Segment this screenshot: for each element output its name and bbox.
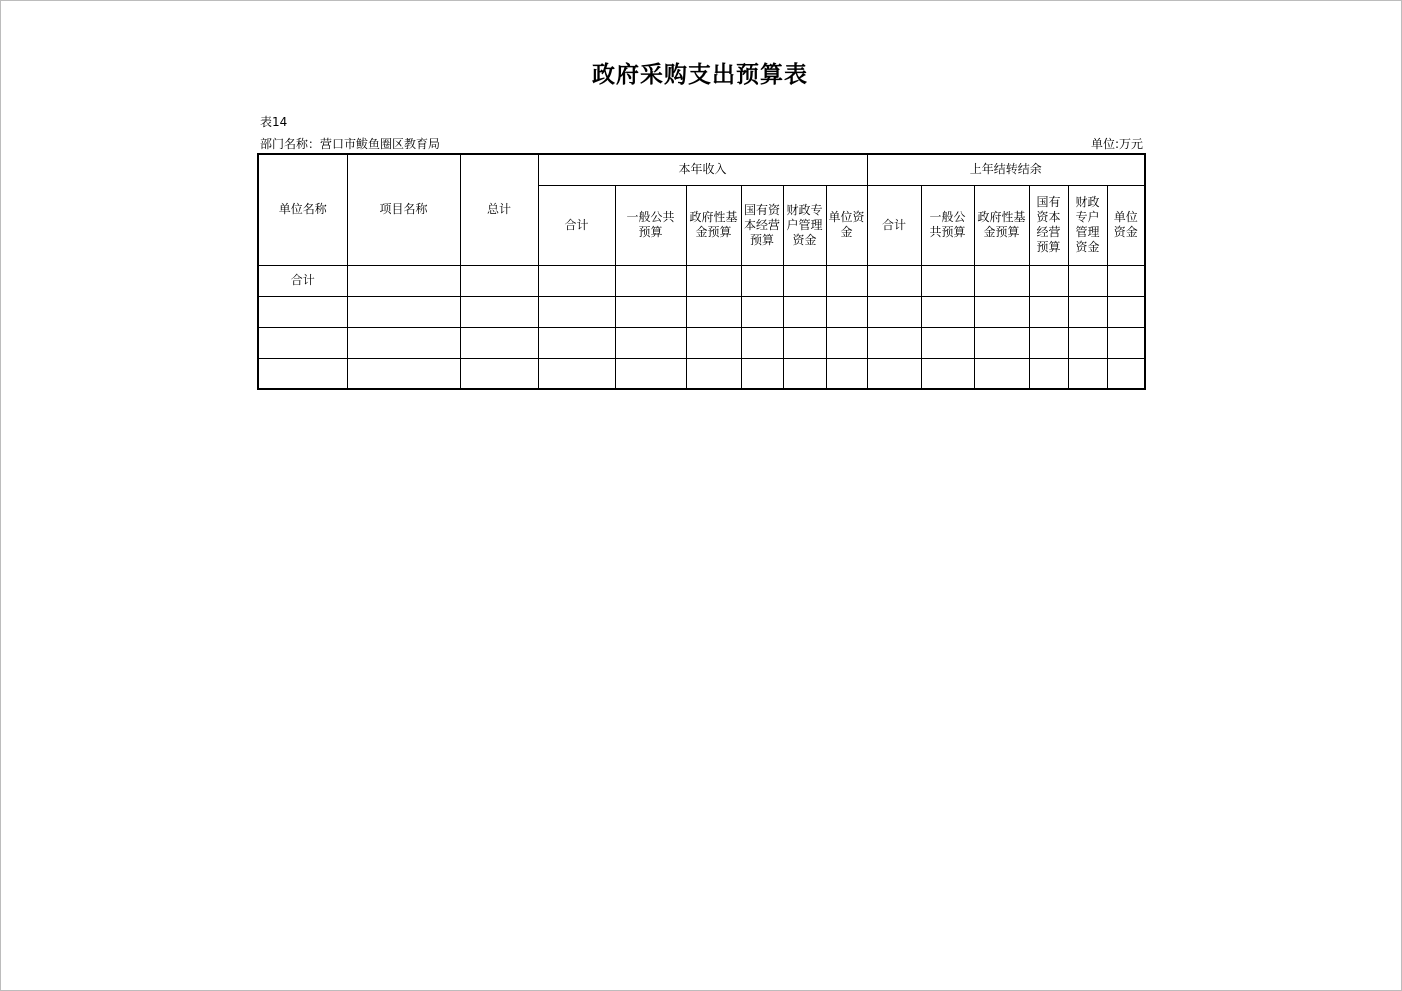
row-cell [921,327,974,358]
row-cell [1107,296,1145,327]
unit-label: 单位:万元 [1090,137,1143,151]
row-cell [1068,265,1107,296]
row-cell [783,358,826,389]
row-cell [1029,296,1068,327]
row-unit-name: 合计 [258,265,347,296]
row-cell [1068,327,1107,358]
row-cell [783,296,826,327]
row-cell [1029,265,1068,296]
row-cell [867,327,921,358]
row-cell [615,265,686,296]
row-cell [921,358,974,389]
row-cell [460,296,538,327]
row-cell [347,327,460,358]
row-cell [921,296,974,327]
header-current-fund-budget [686,185,741,265]
row-unit-name [258,296,347,327]
row-cell [974,358,1029,389]
row-cell [538,327,615,358]
row-cell [686,296,741,327]
header-total: 总计 [460,154,538,265]
header-prior-fund-budget-text: 政府性基金预算 [977,210,1026,239]
row-cell [974,265,1029,296]
header-row-1 [258,154,1145,185]
page-title: 政府采购支出预算表 [592,62,808,88]
row-cell [347,296,460,327]
row-cell [826,358,867,389]
row-cell [741,296,783,327]
row-cell [347,358,460,389]
row-cell [741,265,783,296]
row-cell [615,296,686,327]
row-cell [538,358,615,389]
table-row [258,358,1145,389]
row-cell [867,358,921,389]
row-cell [1107,265,1145,296]
header-project-name: 项目名称 [347,154,460,265]
row-cell [686,358,741,389]
budget-table [257,153,1146,390]
table-row [258,327,1145,358]
table-row [258,296,1145,327]
row-cell [741,327,783,358]
header-prior-general-budget-text: 一般公共预算 [929,210,966,239]
row-cell [1029,327,1068,358]
header-current-year: 本年收入 [538,154,867,185]
row-cell [826,296,867,327]
department-name: 部门名称：营口市鲅鱼圈区教育局 [260,137,441,151]
header-current-subtotal: 合计 [538,185,615,265]
row-cell [460,265,538,296]
row-cell [538,265,615,296]
row-cell [974,327,1029,358]
header-current-unit-funds-text: 单位资金 [828,210,865,239]
header-current-general-budget-text: 一般公共预算 [626,210,675,239]
row-cell [1107,327,1145,358]
header-prior-special-account-text: 财政专户管理资金 [1075,195,1100,254]
header-current-state-capital [741,185,783,265]
row-cell [867,265,921,296]
row-cell [826,265,867,296]
row-cell [867,296,921,327]
header-prior-special-account [1068,185,1107,265]
header-prior-fund-budget [974,185,1029,265]
header-current-special-account [783,185,826,265]
header-prior-unit-funds-text: 单位资金 [1113,210,1138,239]
row-cell [615,327,686,358]
row-cell [1107,358,1145,389]
header-prior-state-capital-text: 国有资本经营预算 [1036,195,1061,254]
row-cell [615,358,686,389]
row-cell [783,265,826,296]
row-unit-name [258,358,347,389]
header-current-unit-funds [826,185,867,265]
row-cell [347,265,460,296]
row-cell [1068,296,1107,327]
row-cell [826,327,867,358]
row-cell [686,327,741,358]
header-prior-subtotal: 合计 [867,185,921,265]
row-cell [1029,358,1068,389]
header-current-special-account-text: 财政专户管理资金 [786,202,823,247]
header-current-fund-budget-text: 政府性基金预算 [689,210,738,239]
header-prior-state-capital [1029,185,1068,265]
header-current-general-budget [615,185,686,265]
row-cell [686,265,741,296]
table-number: 表14 [260,115,288,129]
row-cell [538,296,615,327]
header-unit-name: 单位名称 [258,154,347,265]
header-prior-unit-funds [1107,185,1145,265]
header-current-state-capital-text: 国有资本经营预算 [743,202,780,247]
header-prior-general-budget [921,185,974,265]
row-cell [1068,358,1107,389]
row-cell [460,327,538,358]
header-prior-year: 上年结转结余 [867,154,1145,185]
row-cell [741,358,783,389]
row-cell [460,358,538,389]
row-cell [974,296,1029,327]
table-row [258,265,1145,296]
row-cell [921,265,974,296]
row-cell [783,327,826,358]
row-unit-name [258,327,347,358]
